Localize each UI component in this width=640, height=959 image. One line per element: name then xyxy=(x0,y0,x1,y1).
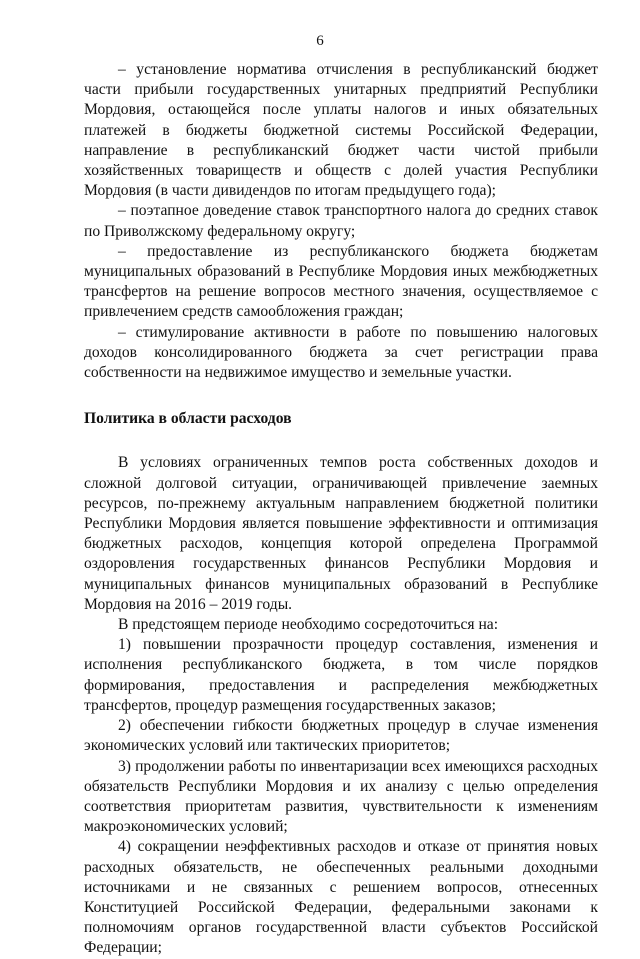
list-item-2: 2) обеспечении гибкости бюджетных процедур в случае изменения экономических условий или тактических приоритетов; xyxy=(84,717,598,755)
list-item-3: 3) продолжении работы по инвентаризации всех имеющихся расходных обязательств Республики Мордовия и их анализу с целью определения соответствия приоритетам развития, чувствительности к изменениям макроэкономических условий; xyxy=(84,757,598,836)
page-number: 6 xyxy=(316,33,324,49)
paragraph-revenue-4: – стимулирование активности в работе по повышению налоговых доходов консолидированного бюджета за счет регистрации права собственности на недвижимое имущество и земельные участки. xyxy=(84,323,598,382)
document-body xyxy=(84,60,598,959)
paragraph-revenue-2: – поэтапное доведение ставок транспортного налога до средних ставок по Приволжскому федеральному округу; xyxy=(84,202,598,240)
paragraph-revenue-1: – установление норматива отчисления в республиканский бюджет части прибыли государственных унитарных предприятий Республики Мордовия, остающейся после уплаты налогов и иных обязательных платежей в бюджеты бюджетной системы Российской Федерации, направление в республиканский бюджет части чистой прибыли хозяйственных товариществ и обществ с долей участия Республики Мордовия (в части дивидендов по итогам предыдущего года); xyxy=(84,61,598,200)
paragraph-expenses-intro: В условиях ограниченных темпов роста собственных доходов и сложной долговой ситуации, ограничивающей привлечение заемных ресурсов, по-прежнему актуальным направлением бюджетной политики Республики Мордовия является повышение эффективности и оптимизация бюджетных расходов, концепция которой определена Программой оздоровления государственных финансов Республики Мордовия и муниципальных финансов муниципальных образований в Республике Мордовия на 2016 – 2019 годы. xyxy=(84,454,598,613)
section-heading: Политика в области расходов xyxy=(84,410,292,428)
paragraph-expenses-focus: В предстоящем периоде необходимо сосредоточиться на: xyxy=(118,616,499,634)
list-item-1: 1) повышении прозрачности процедур составления, изменения и исполнения республиканского бюджета, в том числе порядков формирования, предоставления и распределения межбюджетных трансфертов, процедур размещения государственных заказов; xyxy=(84,636,598,714)
list-item-4: 4) сокращении неэффективных расходов и отказе от принятия новых расходных обязательств, не обеспеченных реальными доходными источниками и не связанных с решением вопросов, отнесенных Конституцией Российской Федерации, федеральными законами к полномочиям органов государственной власти субъектов Российской Федерации; xyxy=(84,838,598,957)
paragraph-revenue-3: – предоставление из республиканского бюджета бюджетам муниципальных образований в Республике Мордовия иных межбюджетных трансфертов на решение вопросов местного значения, осуществляемое с привлечением средств самообложения граждан; xyxy=(84,242,598,321)
